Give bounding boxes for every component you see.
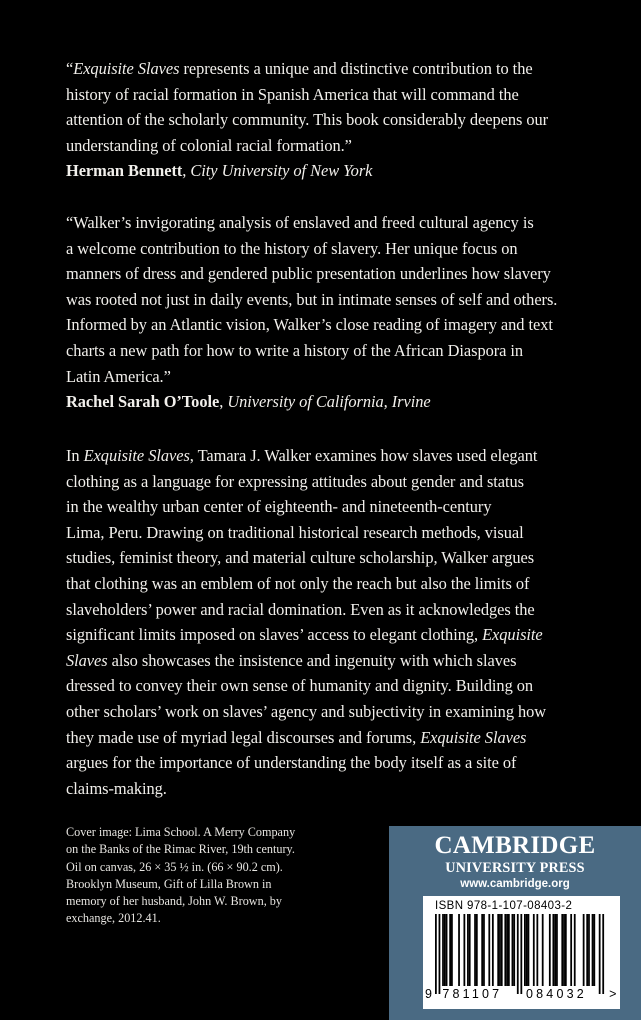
quote-rachel-otoole bbox=[66, 210, 576, 415]
barcode-bar bbox=[504, 914, 506, 986]
barcode-bar bbox=[592, 914, 594, 986]
desc-line3: in the wealthy urban center of eighteenth- and nineteenth-century bbox=[66, 497, 492, 517]
quote1-attribution: Herman Bennett, City University of New York bbox=[66, 161, 373, 181]
barcode-bar bbox=[554, 914, 556, 986]
barcode-quiet-zone-marker: > bbox=[609, 987, 617, 1001]
book-title-part: Slaves bbox=[66, 650, 108, 670]
barcode-guard-bar bbox=[439, 914, 441, 994]
desc-line7: slaveholders’ power and racial domination. Even as it acknowledges the bbox=[66, 599, 535, 619]
barcode-bar bbox=[476, 914, 478, 986]
barcode-bar bbox=[512, 914, 514, 986]
barcode-bar bbox=[533, 914, 535, 986]
barcode-bar bbox=[463, 914, 465, 986]
credit-line4: Brooklyn Museum, Gift of Lilla Brown in bbox=[66, 876, 272, 891]
barcode-guard-bar bbox=[520, 914, 522, 994]
desc-line10: dressed to convey their own sense of humanity and dignity. Building on bbox=[66, 676, 534, 696]
quote1-line2: history of racial formation in Spanish America that will command the bbox=[66, 84, 519, 104]
desc-line6: that clothing was an emblem of not only the reach but also the limits of bbox=[66, 573, 530, 593]
barcode-bar bbox=[444, 914, 446, 986]
barcode-guard-bar bbox=[599, 914, 601, 994]
book-title: Exquisite Slaves bbox=[73, 59, 180, 78]
quote2-line7: Latin America.” bbox=[66, 366, 171, 386]
barcode-bar bbox=[583, 914, 585, 986]
barcode-bar bbox=[483, 914, 485, 986]
credit-line1: Cover image: Lima School. A Merry Company bbox=[66, 825, 296, 839]
quote2-line5: Informed by an Atlantic vision, Walker’s close reading of imagery and text bbox=[66, 315, 553, 335]
barcode-bar bbox=[528, 914, 530, 986]
desc-line2: clothing as a language for expressing attitudes about gender and status bbox=[66, 471, 524, 491]
barcode-graphic bbox=[423, 896, 620, 1009]
desc-line14: claims-making. bbox=[66, 778, 167, 798]
quote1-line1: “Exquisite Slaves represents a unique and distinctive contribution to the bbox=[66, 59, 533, 78]
book-description bbox=[66, 443, 576, 801]
desc-line9: Slaves also showcases the insistence and ingenuity with which slaves bbox=[66, 650, 517, 670]
barcode-bar bbox=[536, 914, 538, 986]
publisher-panel bbox=[389, 826, 641, 1020]
quote2-author: Rachel Sarah O’Toole bbox=[66, 392, 220, 412]
barcode-bar bbox=[497, 914, 499, 986]
barcode-bar bbox=[588, 914, 590, 986]
barcode-bar bbox=[446, 914, 448, 986]
desc-line13: argues for the importance of understanding the body itself as a site of bbox=[66, 753, 517, 773]
desc-line12: they made use of myriad legal discourses and forums, Exquisite Slaves bbox=[66, 727, 527, 747]
publisher-url: www.cambridge.org bbox=[460, 878, 570, 890]
barcode-bar bbox=[469, 914, 471, 986]
quote2-line4: was rooted not just in daily events, but in intimate senses of self and others. bbox=[66, 289, 558, 309]
barcode-bar bbox=[499, 914, 501, 986]
barcode-bar bbox=[449, 914, 451, 986]
barcode-guard-bar bbox=[602, 914, 604, 994]
barcode-bar bbox=[542, 914, 544, 986]
publisher-press: UNIVERSITY PRESS bbox=[445, 860, 585, 876]
desc-line11: other scholars’ work on slaves’ agency and subjectivity in examining how bbox=[66, 701, 547, 721]
barcode-bar bbox=[563, 914, 565, 986]
barcode-bar bbox=[458, 914, 460, 986]
barcode-bar bbox=[492, 914, 494, 986]
barcode-bar bbox=[442, 914, 444, 986]
desc-line1: In Exquisite Slaves, Tamara J. Walker examines how slaves used elegant bbox=[66, 446, 538, 465]
barcode-guard-bar bbox=[435, 914, 437, 994]
barcode-bar bbox=[488, 914, 490, 986]
barcode-bar bbox=[549, 914, 551, 986]
publisher-name: CAMBRIDGE bbox=[434, 832, 596, 859]
book-title: Exquisite Slaves bbox=[420, 727, 527, 747]
desc-line8: significant limits imposed on slaves’ access to elegant clothing, Exquisite bbox=[66, 625, 543, 645]
barcode-bar bbox=[467, 914, 469, 986]
barcode-right-digits: 084032 bbox=[526, 987, 587, 1001]
barcode-guard-bar bbox=[517, 914, 519, 994]
quote1-affiliation: City University of New York bbox=[190, 161, 373, 181]
quote1-line4: understanding of colonial racial formation.” bbox=[66, 135, 352, 155]
barcode-bar bbox=[556, 914, 558, 986]
barcode-bar bbox=[451, 914, 453, 986]
barcode-bar bbox=[561, 914, 563, 986]
book-title-part: Exquisite bbox=[482, 625, 543, 645]
barcode-bar bbox=[524, 914, 526, 986]
barcode-bar bbox=[574, 914, 576, 986]
quote2-line6: charts a new path for how to write a history of the African Diaspora in bbox=[66, 340, 524, 360]
barcode-bar bbox=[481, 914, 483, 986]
barcode-first-digit: 9 bbox=[425, 987, 432, 1001]
barcode-bar bbox=[570, 914, 572, 986]
isbn-barcode bbox=[423, 896, 620, 1009]
barcode-bar bbox=[508, 914, 510, 986]
isbn-label: ISBN 978-1-107-08403-2 bbox=[435, 900, 573, 912]
barcode-left-digits: 781107 bbox=[442, 987, 503, 1001]
barcode-bar bbox=[593, 914, 595, 986]
quote2-line1: “Walker’s invigorating analysis of enslaved and freed cultural agency is bbox=[66, 213, 534, 232]
credit-line6: exchange, 2012.41. bbox=[66, 911, 161, 926]
quote2-line3: manners of dress and gendered public presentation underlines how slavery bbox=[66, 264, 551, 284]
quote2-line2: a welcome contribution to the history of slavery. Her unique focus on bbox=[66, 238, 518, 258]
quote-herman-bennett bbox=[66, 56, 576, 184]
barcode-bar bbox=[513, 914, 515, 986]
barcode-bar bbox=[552, 914, 554, 986]
quote2-affiliation: University of California, Irvine bbox=[227, 392, 431, 412]
credit-line3: Oil on canvas, 26 × 35 ½ in. (66 × 90.2 cm). bbox=[66, 859, 283, 874]
desc-line4: Lima, Peru. Drawing on traditional historical research methods, visual bbox=[66, 522, 524, 542]
barcode-bars bbox=[435, 914, 604, 994]
desc-line5: studies, feminist theory, and material culture scholarship, Walker argues bbox=[66, 548, 535, 568]
quote1-author: Herman Bennett bbox=[66, 161, 183, 181]
quote1-line3: attention of the scholarly community. This book considerably deepens our bbox=[66, 110, 549, 130]
barcode-bar bbox=[586, 914, 588, 986]
quote2-attribution: Rachel Sarah O’Toole, University of California, Irvine bbox=[66, 392, 431, 412]
barcode-bar bbox=[526, 914, 528, 986]
barcode-bar bbox=[506, 914, 508, 986]
credit-line2: on the Banks of the Rimac River, 19th century. bbox=[66, 842, 295, 857]
barcode-bar bbox=[565, 914, 567, 986]
barcode-bar bbox=[474, 914, 476, 986]
publisher-logo bbox=[407, 832, 623, 891]
credit-line5: memory of her husband, John W. Brown, by bbox=[66, 894, 282, 909]
barcode-bar bbox=[501, 914, 503, 986]
cover-image-credit bbox=[66, 824, 366, 928]
book-title: Exquisite Slaves bbox=[83, 446, 190, 465]
